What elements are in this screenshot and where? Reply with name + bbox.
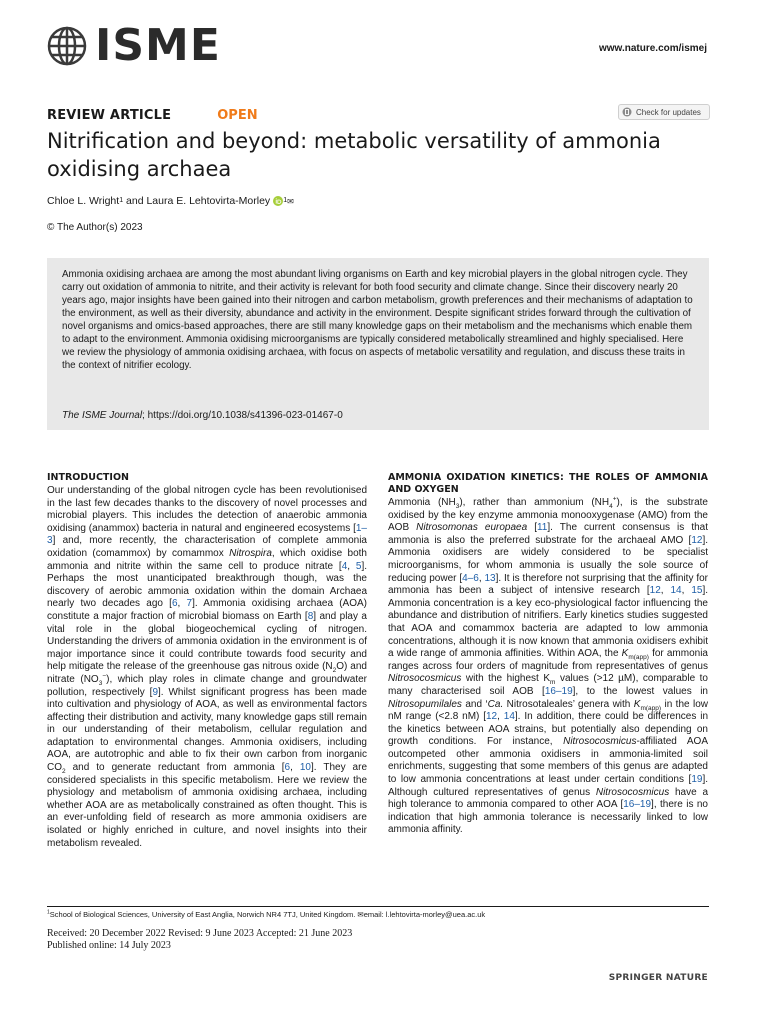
kinetics-section xyxy=(388,472,708,837)
reference-link[interactable]: 5 xyxy=(355,560,362,572)
reference-link[interactable]: 14 xyxy=(670,585,682,597)
section-heading: AMMONIA OXIDATION KINETICS: THE ROLES OF AMMONIA AND OXYGEN xyxy=(388,472,708,495)
article-citation xyxy=(62,410,343,421)
journal-url-link[interactable]: www.nature.com/ismej xyxy=(599,43,707,54)
reference-link[interactable]: 7 xyxy=(186,598,193,610)
reference-link[interactable]: 13 xyxy=(484,572,496,584)
copyright-notice: © The Author(s) 2023 xyxy=(47,222,143,233)
footnote-divider xyxy=(47,906,709,907)
globe-icon xyxy=(47,26,87,66)
journal-logo[interactable] xyxy=(47,20,221,71)
author-name[interactable]: Laura E. Lehtovirta-Morley xyxy=(146,195,271,207)
mail-icon: ✉ xyxy=(357,910,364,919)
article-type-row xyxy=(47,108,258,123)
paragraph: Ammonia $(NH_3)$, rather than ammonium $(NH_4^+)$, is the substrate oxidised by the key enzyme ammonia monooxygenase (AMO) from the AOB Nitrosomonas europaea [11]. The current consensus is that ammonia is also the preferred substrate for the archaeal AMO [12]. Ammonia oxidisers are widely considered to be specialist microorganisms, for whom ammonia is usually the sole source of reducing power [4–6, 13]. It is therefore not surprising that the affinity for ammonia has been a subject of intensive research [12, 14, 15]. Ammonia concentration is a key eco-physiological factor influencing the abundance and distribution of nitrifiers. Early kinetics studies suggested that AOA and comammox bacteria are adapted to low ammonia concentrations, although it is now known that ammonia oxidisers exhibit a wide range of ammonia affinities. Within AOA, the $K_{m(app)}$ for ammonia ranges across four orders of magnitude from representatives of genus Nitrosocosmicus with the highest $K_m$ values (>12 µM), comparable to many characterised soil AOB [16–19], to the lowest values in Nitrosopumilales and ‘Ca. Nitrosotaleales’ genera with $K_{m(app)}$ in the low nM range (<2.8 nM) [12, 14]. In addition, there could be differences in the kinetics between AOA strains, but potentially also depending on growth conditions. For instance, Nitrosocosmicus-affiliated AOA outcompeted other ammonia oxidisers in ammonia-limited soil enrichments, suggesting that some members of this genus are adapted to low ammonia concentrations at least under certain conditions [19]. Although cultured representatives of genus Nitrosocosmicus have a high tolerance to ammonia compared to other AOA [16–19], there is no indication that high ammonia tolerance is necessarily linked to low ammonia affinity. xyxy=(388,495,709,836)
check-updates-label: Check for updates xyxy=(636,107,701,117)
logo-text: ISME xyxy=(95,20,221,71)
citation-journal: The ISME Journal xyxy=(62,410,143,421)
reference-link[interactable]: 4 xyxy=(341,560,348,572)
reference-link[interactable]: 11 xyxy=(536,522,548,534)
introduction-section xyxy=(47,472,367,850)
article-type: REVIEW ARTICLE xyxy=(47,108,172,123)
reference-link[interactable]: 16–19 xyxy=(623,799,652,811)
published-online: Published online: 14 July 2023 xyxy=(47,940,171,951)
affiliation-footnote: $^1$School of Biological Sciences, University of East Anglia, Norwich NR4 7TJ, United Kingdom. ✉email: l.lehtovirta-morley@uea.ac.uk xyxy=(47,909,486,919)
reference-link[interactable]: 14 xyxy=(503,711,515,723)
reference-link[interactable]: 8 xyxy=(307,610,314,622)
reference-link[interactable]: 19 xyxy=(691,774,703,786)
reference-link[interactable]: 1–3 xyxy=(47,522,367,547)
reference-link[interactable]: 15 xyxy=(691,585,703,597)
reference-link[interactable]: 10 xyxy=(299,762,311,774)
check-for-updates-button[interactable] xyxy=(618,104,710,120)
publisher-logo: SPRINGER NATURE xyxy=(608,973,708,983)
reference-link[interactable]: 4–6 xyxy=(462,572,479,584)
author-separator: and xyxy=(123,195,147,207)
mail-icon[interactable]: ✉ xyxy=(287,196,294,206)
abstract-text: Ammonia oxidising archaea are among the most abundant living organisms on Earth and key microbial players in the global nitrogen cycle. They carry out oxidation of ammonia to nitrite, and their activity is relevant for both food security and climate change. Since their discovery nearly 20 years ago, major insights have been gained into their nitrogen and carbon metabolism, growth preferences and their mechanisms of adaptation to the environment, as well as their diversity, abundance and activity in the environment. Despite significant strides forward through the cultivation of novel organisms and omics-based approaches, there are still many knowledge gaps on their metabolism and the mechanisms which enable them to adapt to the environment. Ammonia oxidising microorganisms are typically considered metabolically streamlined and highly specialised. Here we review the physiology of ammonia oxidising archaea, with focus on aspects of metabolic versatility and regulation, and discuss these traits in the context of nitrifier ecology. xyxy=(62,269,693,371)
section-heading: INTRODUCTION xyxy=(47,472,129,483)
citation-doi[interactable]: ; https://doi.org/10.1038/s41396-023-01467-0 xyxy=(142,410,343,421)
email-link[interactable]: email: l.lehtovirta-morley@uea.ac.uk xyxy=(363,910,486,919)
article-title: Nitrification and beyond: metabolic versatility of ammonia oxidising archaea xyxy=(47,129,661,181)
author-name[interactable]: Chloe L. Wright xyxy=(47,195,120,207)
reference-link[interactable]: 12 xyxy=(649,585,661,597)
orcid-icon[interactable] xyxy=(273,196,283,206)
author-list: Chloe L. Wright 1 and Laura E. Lehtovirta-Morley 1 ✉ xyxy=(47,195,294,207)
check-updates-icon xyxy=(622,107,632,117)
received-revised-accepted: Received: 20 December 2022 Revised: 9 June 2023 Accepted: 21 June 2023 xyxy=(47,928,353,939)
open-access-label: OPEN xyxy=(217,108,258,123)
reference-link[interactable]: 6 xyxy=(284,762,291,774)
publication-dates xyxy=(47,928,352,952)
reference-link[interactable]: 16–19 xyxy=(544,685,573,697)
reference-link[interactable]: 9 xyxy=(152,686,158,698)
reference-link[interactable]: 12 xyxy=(486,711,498,723)
reference-link[interactable]: 12 xyxy=(691,534,703,546)
reference-link[interactable]: 6 xyxy=(171,598,178,610)
paragraph: Our understanding of the global nitrogen cycle has been revolutionised in the last few decades thanks to the discovery of novel processes and microbial players. This includes the detection of anaerobic ammonia oxidising (anammox) bacteria in natural and engineered ecosystems [1–3] and, more recently, the characterisation of complete ammonia oxidation (comammox) by comammox Nitrospira, which oxidise both ammonia and nitrite within the same cell to produce nitrate [4, 5]. Perhaps the most unanticipated breakthrough though, was the discovery of aerobic ammonia oxidation within the domain Archaea nearly two decades ago [6, 7]. Ammonia oxidising archaea (AOA) constitute a major fraction of microbial biomass on Earth [8] and play a vital role in the global biogeochemical cycling of nitrogen. Understanding the drivers of ammonia oxidation in the environment is of major importance since it could contribute towards food security and help mitigate the release of the greenhouse gas nitrous oxide $(N_2O)$ and nitrate $(NO_3^-)$, which play roles in climate change and groundwater pollution, respectively [9]. Whilst significant progress has been made into cultivation and physiology of AOA, as well as environmental factors affecting their distribution and activity, many knowledge gaps still remain in our understanding of their metabolism, cellular regulation and adaptation to environmental changes. Ammonia oxidisers, including AOA, are autotrophic and able to fix their own carbon from inorganic $CO_2$ and to generate reductant from ammonia [6, 10]. They are considered specialists in this specific metabolism. Here we review the physiology and metabolism of ammonia oxidising archaea, including whether AOA are as metabolically constrained as often thought. This is an ever-unfolding field of research as more ammonia oxidisers are isolated or highly enriched in culture, and novel insights into their metabolism revealed. xyxy=(47,485,368,849)
